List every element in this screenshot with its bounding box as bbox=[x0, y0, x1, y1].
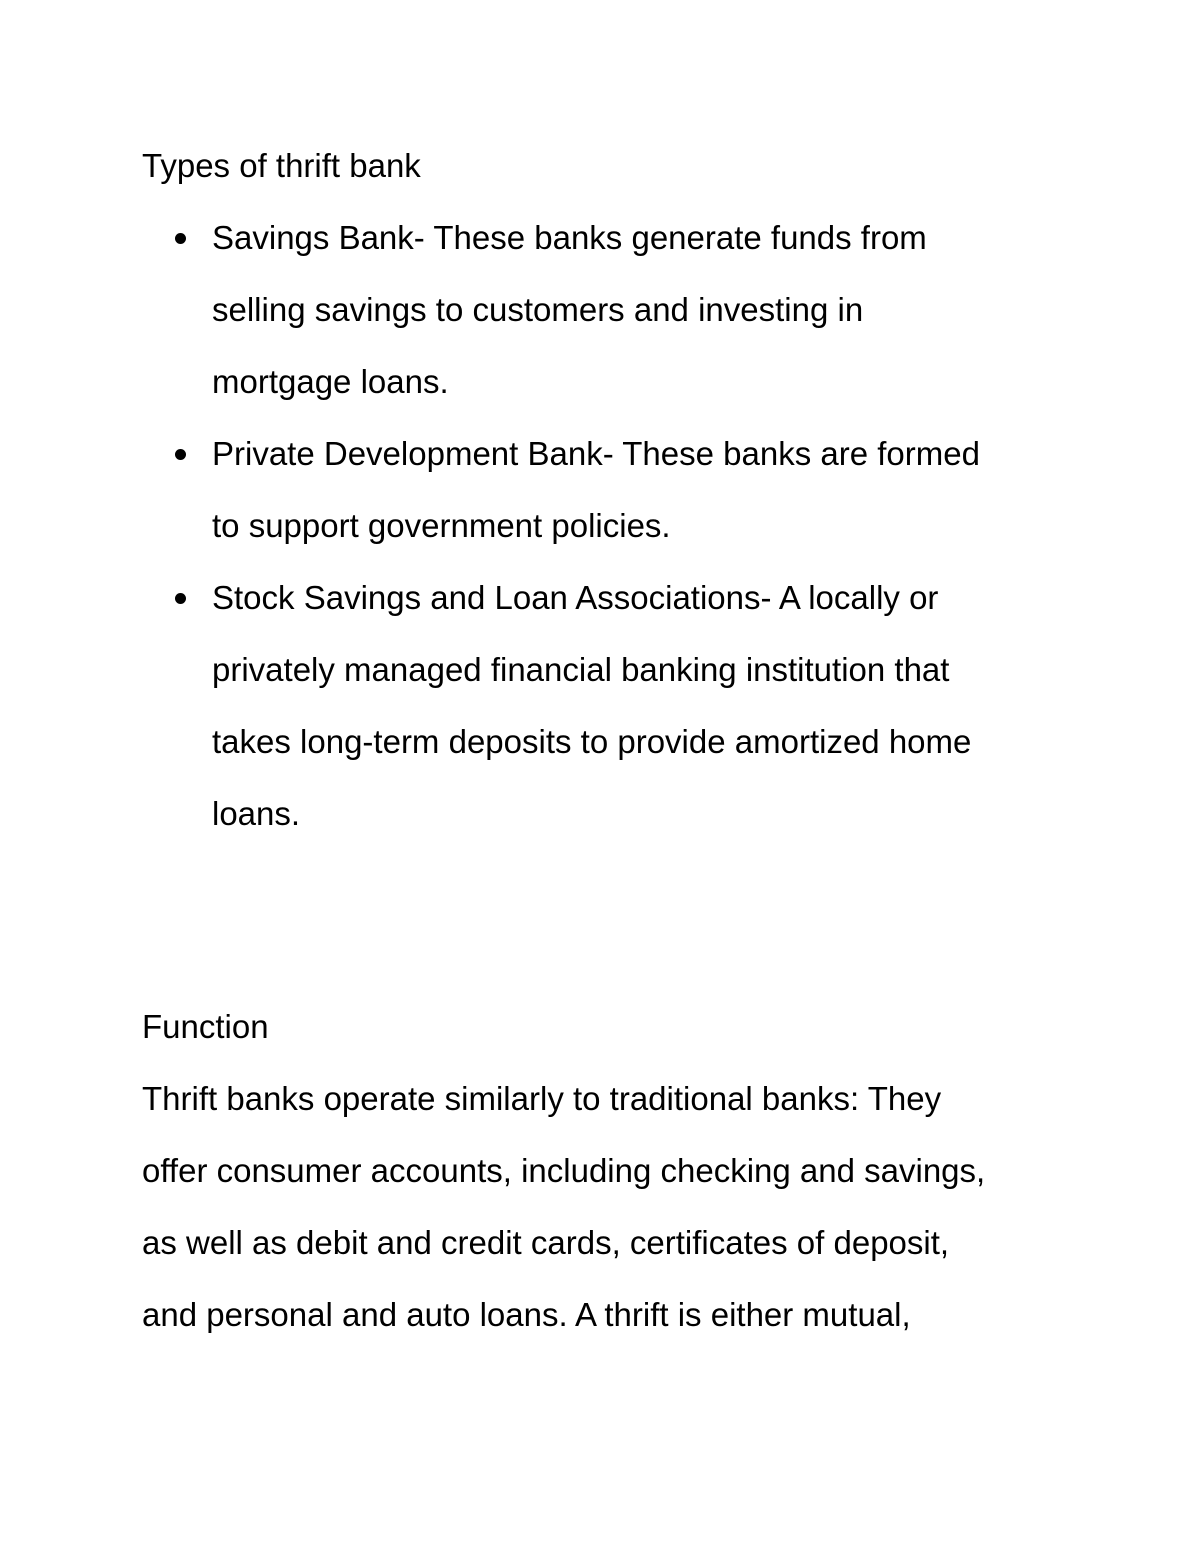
text-line: Savings Bank- These banks generate funds from bbox=[212, 219, 927, 256]
list-item bbox=[212, 562, 1092, 850]
text-line: Thrift banks operate similarly to traditional banks: They bbox=[142, 1080, 942, 1117]
bullet-icon bbox=[175, 449, 186, 460]
list-item-text bbox=[212, 562, 1092, 850]
text-line: and personal and auto loans. A thrift is either mutual, bbox=[142, 1296, 911, 1333]
text-line: mortgage loans. bbox=[212, 363, 449, 400]
list-item bbox=[212, 202, 1092, 418]
bullet-icon bbox=[175, 233, 186, 244]
types-heading: Types of thrift bank bbox=[142, 147, 421, 184]
function-paragraph bbox=[142, 1063, 1102, 1351]
text-line: as well as debit and credit cards, certificates of deposit, bbox=[142, 1224, 950, 1261]
list-item bbox=[212, 418, 1092, 562]
text-line: privately managed financial banking institution that bbox=[212, 651, 950, 688]
bullet-icon bbox=[175, 593, 186, 604]
list-item-text bbox=[212, 202, 1092, 418]
text-line: takes long-term deposits to provide amortized home bbox=[212, 723, 972, 760]
text-line: Stock Savings and Loan Associations- A locally or bbox=[212, 579, 939, 616]
function-heading: Function bbox=[142, 1008, 269, 1045]
list-item-text bbox=[212, 418, 1092, 562]
text-line: Private Development Bank- These banks are formed bbox=[212, 435, 980, 472]
thrift-bank-types-list bbox=[212, 202, 1092, 850]
text-line: offer consumer accounts, including checking and savings, bbox=[142, 1152, 986, 1189]
text-line: selling savings to customers and investing in bbox=[212, 291, 864, 328]
text-line: to support government policies. bbox=[212, 507, 671, 544]
text-line: loans. bbox=[212, 795, 301, 832]
